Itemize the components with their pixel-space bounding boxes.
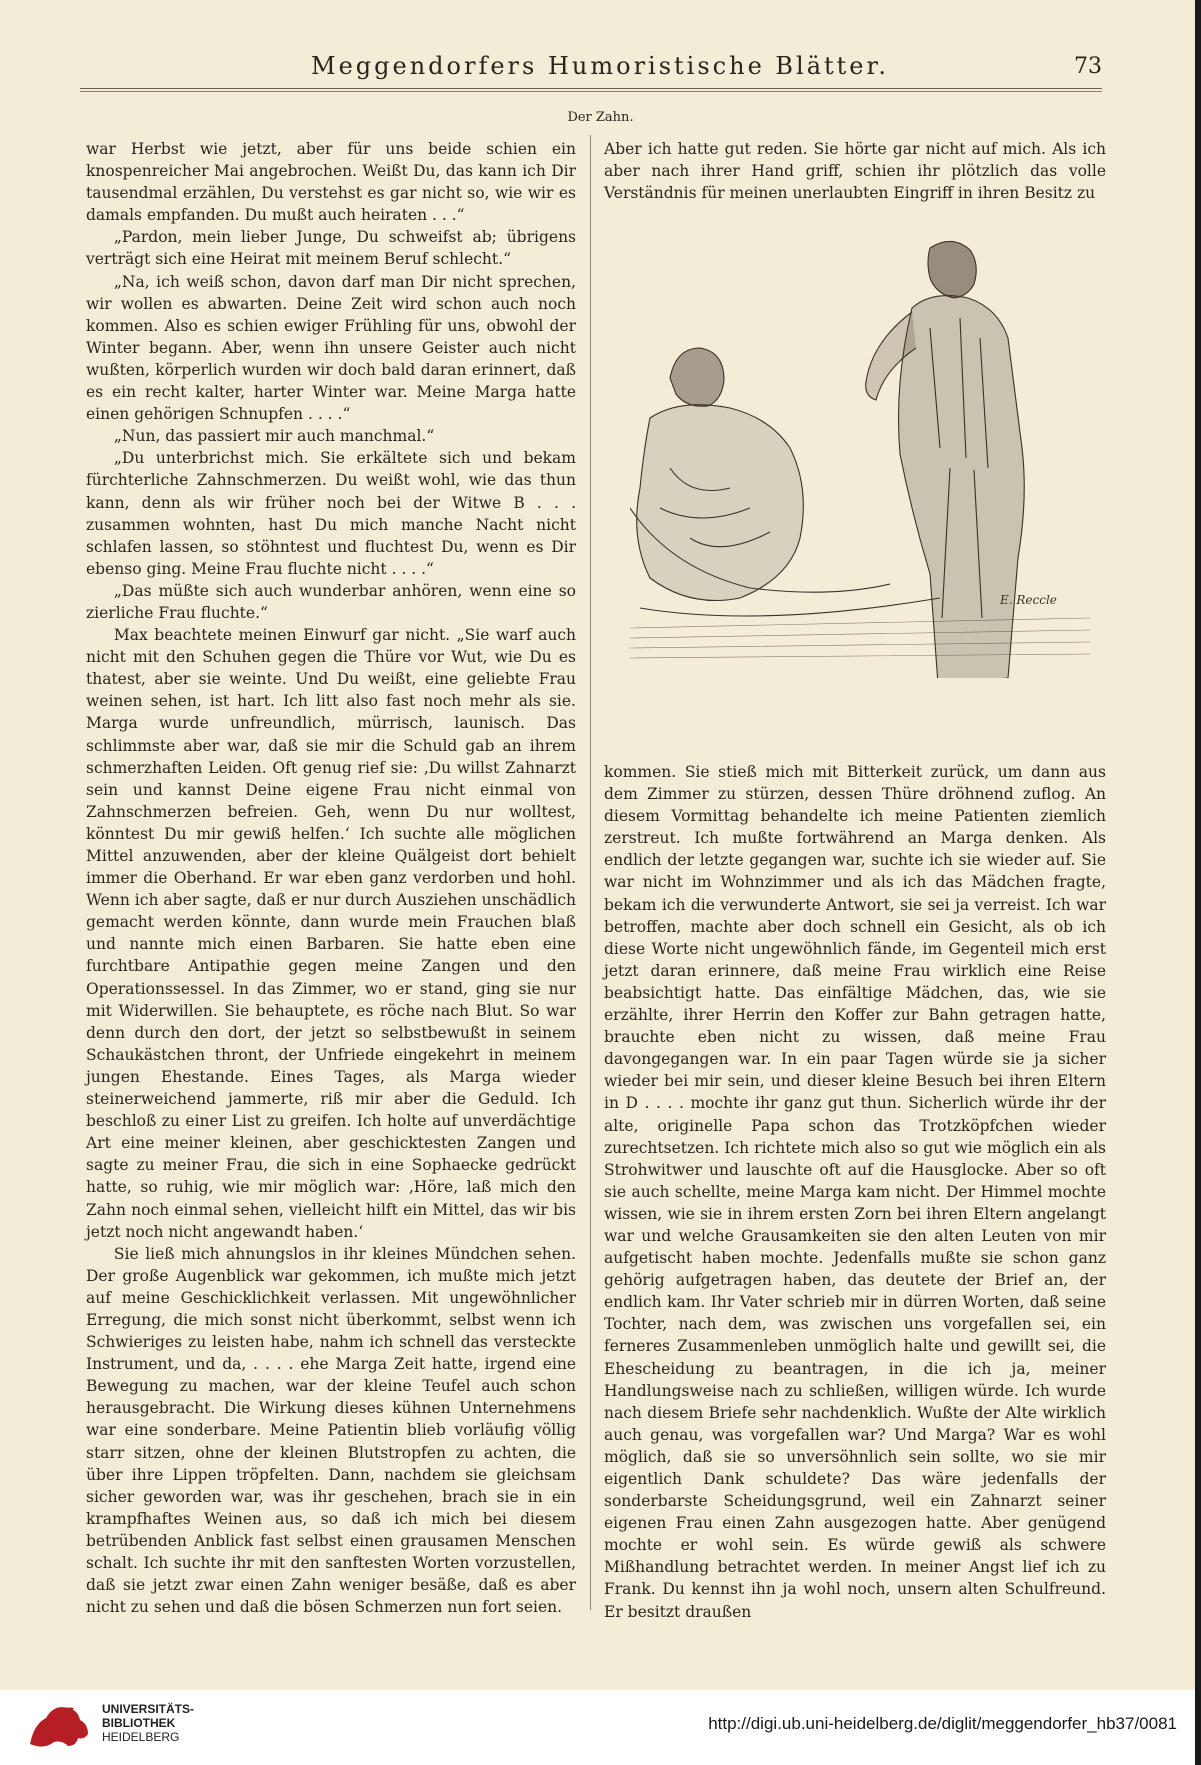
scan-page-edge xyxy=(1195,0,1201,1765)
hatching xyxy=(630,618,1090,658)
paragraph: kommen. Sie stieß mich mit Bitterkeit zurück, um dann aus dem Zimmer zu stürzen, dessen Thüre dröhnend zuflog. An diesem Vormittag behandelte ich meine Patienten ziemlich zerstreut. Ich mußte fortwährend an Marga denken. Als endlich der letzte gegangen war, suchte ich sie wieder auf. Sie war nicht im Wohnzimmer und als ich das Mädchen fragte, bekam ich die verwunderte Antwort, sie sei ja verreist. Ich war betroffen, machte aber doch schnell ein Gesicht, als ob ich diese Worte nicht ungewöhnlich fände, im Gegenteil mich erst jetzt daran erinnere, daß meine Frau wirklich eine Reise beabsichtigt hatte. Das einfältige Mädchen, das, wie sie erzählte, ihrer Herrin den Koffer zur Bahn getragen hatte, brauchte eben nicht zu wissen, daß meine Frau davongegangen war. In ein paar Tagen würde sie ja sicher wieder bei mir sein, und dieser kleine Besuch bei ihren Eltern in D . . . . mochte ihr ganz gut thun. Sicherlich würde ihr der alte, originelle Papa schon das Trotzköpfchen wieder zurechtsetzen. Ich richtete mich also so gut wie möglich ein als Strohwitwer und lauschte oft auf die Hausglocke. Aber so oft sie auch schellte, meine Marga kam nicht. Der Himmel mochte wissen, wie sie in ihrem ersten Zorn bei ihren Eltern angelangt war und welche Grausamkeiten sie den alten Leuten von mir aufgetischt haben mochte. Jedenfalls mußte sie schon ganz gehörig aufgetragen haben, das deutete der Brief an, der endlich kam. Ihr Vater schrieb mir in dürren Worten, daß seine Tochter, nach dem, was zwischen uns vorgefallen sei, ein ferneres Zusammenleben unmöglich halte und gewillt sei, die Ehescheidung zu beantragen, in die ich ja, meiner Handlungsweise nach zu schließen, willigen würde. Ich wurde nach diesem Briefe sehr nachdenklich. Wußte der Alte wirklich auch genau, was vorgefallen war? Und Marga? War es wohl möglich, daß sie so unversöhnlich sein sollte, wo sie mir eigentlich Dank schuldete? Das wäre jedenfalls der sonderbarste Scheidungsgrund, weil ein Zahnarzt seiner eigenen Frau einen Zahn ausgezogen hatte. Aber genügend mochte er wohl sein. Es würde gewiß als schwere Mißhandlung betrachtet werden. In meiner Angst lief ich zu Frank. Du kennst ihn ja wohl noch, unsern alten Schulfreund. Er besitzt draußen xyxy=(604,763,1106,1621)
standing-man-figure xyxy=(866,241,1025,678)
paragraph: Aber ich hatte gut reden. Sie hörte gar nicht auf mich. Als ich aber nach ihrer Hand griff, schien ihr plötzlich das volle Verständnis für meinen unerlaubten Eingriff in ihren Besitz zu xyxy=(604,140,1106,203)
running-title: Meggendorfers Humoristische Blätter. xyxy=(311,52,889,80)
paragraph: „Nun, das passiert mir auch manchmal.“ xyxy=(113,427,435,446)
header-rule xyxy=(80,88,1102,89)
library-line: UNIVERSITÄTS- xyxy=(102,1702,195,1716)
library-line: BIBLIOTHEK xyxy=(102,1716,176,1730)
left-column xyxy=(86,138,576,1618)
paragraph: „Das müßte sich auch wunderbar anhören, wenn eine so zierliche Frau fluchte.“ xyxy=(86,581,576,622)
right-column-bottom xyxy=(604,761,1106,1623)
seated-woman-figure xyxy=(630,348,940,616)
paragraph: war Herbst wie jetzt, aber für uns beide schien ein knospenreicher Mai angebrochen. Weißt Du, das kann ich Dir tausendmal erzählen, Du verstehst es gar nicht so, wie wir es damals empfanden. Du mußt auch heiraten . . .“ xyxy=(86,140,576,225)
right-column-top xyxy=(604,138,1106,204)
paragraph: „Du unterbrichst mich. Sie erkältete sich und bekam fürchterliche Zahnschmerzen. Du weißt wohl, wie das thun kann, denn als wir früher noch bei der Witwe B . . . zusammen wohnten, hast Du mich manche Nacht nicht schlafen lassen, so stöhntest und fluchtest Du, wenn es Dir ebenso ging. Meine Frau fluchte nicht . . . .“ xyxy=(86,449,576,578)
running-head xyxy=(80,48,1120,88)
paragraph: Sie ließ mich ahnungslos in ihr kleines Mündchen sehen. Der große Augenblick war gekommen, ich mußte mich jetzt auf meine Geschicklichkeit verlassen. Mit ungewöhnlicher Erregung, die mich sonst nicht überkommt, selbst wenn ich Schwieriges zu leisten habe, nahm ich schnell das versteckte Instrument, und da, . . . . ehe Marga Zeit hatte, irgend eine Bewegung zu machen, war der kleine Teufel auch schon herausgebracht. Die Wirkung dieses kühnen Unternehmens war eine sonderbare. Meine Patientin blieb vorläufig völlig starr sitzen, ohne der kleinen Blutstropfen zu achten, die über ihre Lippen tröpfelten. Dann, nachdem sie gleichsam sicher geworden war, was ihr geschehen, brach sie in ein krampfhaftes Weinen aus, so daß ich mich bei diesem betrübenden Anblick fast selbst einen grausamen Menschen schalt. Ich suchte ihr mit den sanftesten Worten vorzustellen, daß sie jetzt zwar einen Zahn weniger besäße, daß es aber nicht zu sehen und daß die bösen Schmerzen nun fort seien. xyxy=(86,1244,576,1617)
document-url[interactable]: http://digi.ub.uni-heidelberg.de/diglit/meggendorfer_hb37/0081 xyxy=(708,1714,1177,1733)
library-line: HEIDELBERG xyxy=(102,1730,180,1744)
paragraph: Max beachtete meinen Einwurf gar nicht. „Sie warf auch nicht mit den Schuhen gegen die Thüre vor Wut, wie Du es thatest, aber sie weinte. Und Du weißt, eine geliebte Frau weinen sehen, ist hart. Ich litt also fast noch mehr als sie. Marga wurde unfreundlich, mürrisch, launisch. Das schlimmste aber war, daß sie mir die Schuld gab an ihrem schmerzhaften Leiden. Oft genug rief sie: ‚Du willst Zahnarzt sein und kannst Deine eigene Frau nicht einmal von Zahnschmerzen befreien. Geh, wenn Du nur wolltest, könntest Du mir gewiß helfen.‘ Ich suchte alle möglichen Mittel anzuwenden, aber der kleine Quälgeist dort behielt immer die Oberhand. Er war eben ganz verdorben und hohl. Wenn ich aber sagte, daß er nur durch Ausziehen unschädlich gemacht werden könnte, dann wurde mein Frauchen blaß und nannte mich einen Barbaren. Sie hatte eben eine furchtbare Antipathie gegen meine Zangen und den Operationssessel. In das Zimmer, wo er stand, ging sie nur mit Widerwillen. Sie behauptete, es röche nach Blut. So war denn durch den dort, der jetzt so selbstbewußt in seinem Schaukästchen thront, der Unfriede eingekehrt in meinem jungen Ehestande. Eines Tages, als Marga wieder steinerweichend jammerte, riß mir aber die Geduld. Ich beschloß zu einer List zu greifen. Ich holte auf unverdächtige Art eine meiner kleinen, aber geschicktesten Zangen und sagte zu meiner Frau, die sich in eine Sophaecke gedrückt hatte, so ruhig, wie mir möglich war: ‚Höre, laß mich den Zahn noch einmal sehen, vielleicht hilft ein Mittel, das wir bis jetzt noch nicht angewandt haben.‘ xyxy=(86,626,576,1241)
heidelberg-lion-logo-icon xyxy=(24,1700,94,1752)
header-rule-secondary xyxy=(80,91,1102,92)
illustration-signature: E. Reccle xyxy=(1000,593,1057,607)
column-divider xyxy=(590,135,591,1610)
story-title: Der Zahn. xyxy=(567,110,634,125)
page-number: 73 xyxy=(1074,54,1102,79)
paragraph: „Na, ich weiß schon, davon darf man Dir nicht sprechen, wir wollen es abwarten. Deine Zeit wird schon auch noch kommen. Also es schien ewiger Frühling für uns, obwohl der Winter begann. Aber, wenn ihn unsere Geister auch nicht wußten, körperlich wurden wir doch bald daran erinnert, daß es ein recht kalter, harter Winter war. Meine Marga hatte einen gehörigen Schnupfen . . . .“ xyxy=(86,272,576,424)
library-name xyxy=(102,1702,194,1744)
illustration-couple xyxy=(630,208,1090,678)
paragraph: „Pardon, mein lieber Junge, Du schweifst ab; übrigens verträgt sich eine Heirat mit meinem Beruf schlecht.“ xyxy=(86,228,576,269)
